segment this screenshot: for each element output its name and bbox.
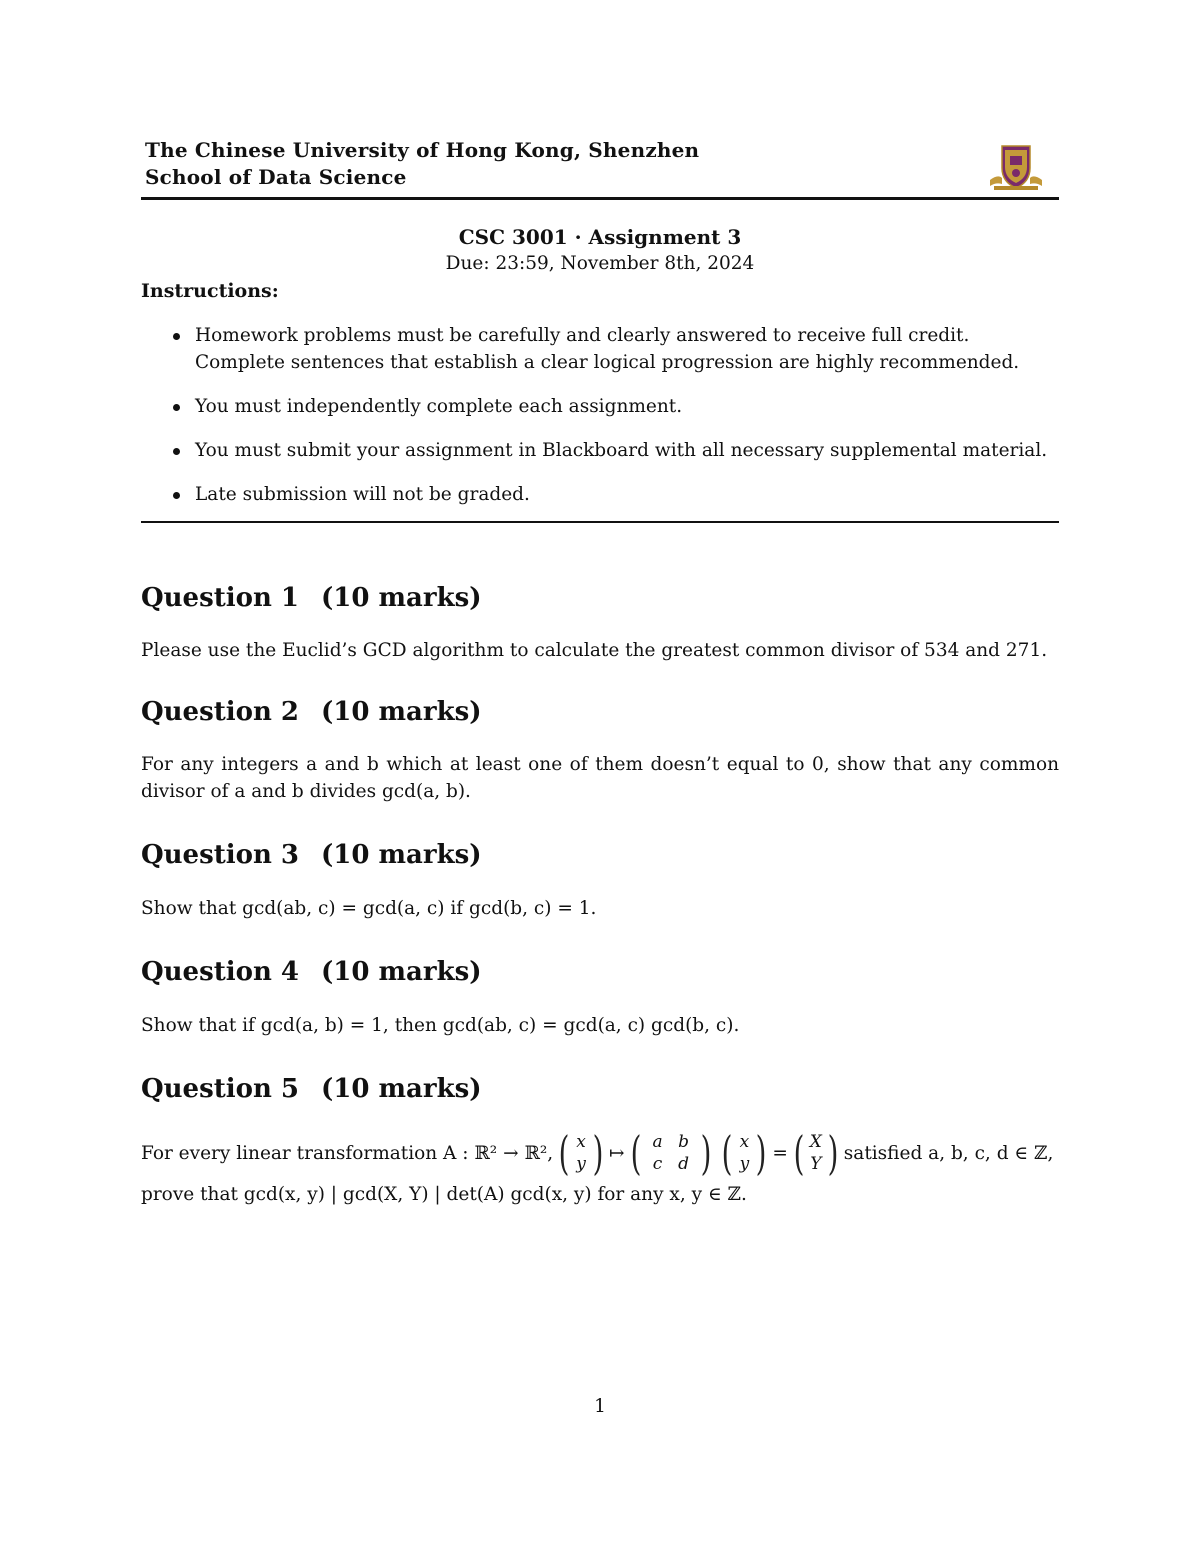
list-item: Homework problems must be carefully and clearly answered to receive full credit. Complete sentences that establish a clear logical progression are highly recommended. — [173, 322, 1059, 376]
instructions-list — [173, 322, 1059, 525]
equals-symbol: = — [772, 1142, 788, 1164]
assignment-title: CSC 3001 · Assignment 3 — [458, 225, 742, 249]
list-item: You must independently complete each assignment. — [173, 393, 1059, 420]
vector-xy: ( x y ) — [558, 1126, 604, 1180]
question-1-body: Please use the Euclid’s GCD algorithm to calculate the greatest common divisor of 534 and 271. — [141, 640, 1048, 661]
question-5-body-line1: For every linear transformation A : ℝ² → ℝ², ( x y ) ↦ ( a b c d ) ( x y ) = ( X Y ) satisfied a, b, c, d ∈ ℤ, — [141, 1126, 1054, 1180]
list-item: Late submission will not be graded. — [173, 481, 1059, 508]
vector-xy-2: ( x y ) — [722, 1126, 767, 1180]
question-3-title: Question 3 (10 marks) — [141, 840, 482, 870]
question-4-title: Question 4 (10 marks) — [141, 957, 482, 987]
maps-to-symbol: ↦ — [609, 1142, 625, 1164]
matrix-abcd: ( a b c d ) — [630, 1126, 711, 1180]
header-rule — [141, 197, 1059, 200]
page-number: 1 — [594, 1396, 606, 1417]
bullet-icon — [173, 333, 180, 340]
question-4-body: Show that if gcd(a, b) = 1, then gcd(ab, c) = gcd(a, c) gcd(b, c). — [141, 1015, 740, 1036]
school-name: School of Data Science — [145, 165, 407, 189]
instructions-label: Instructions: — [141, 280, 279, 302]
question-2-body: For any integers a and b which at least one of them doesn’t equal to 0, show that any common divisor of a and b divides gcd(a, b). — [141, 754, 1059, 802]
bullet-icon — [173, 448, 180, 455]
question-5-body-line2: prove that gcd(x, y) | gcd(X, Y) | det(A) gcd(x, y) for any x, y ∈ ℤ. — [141, 1184, 747, 1205]
university-name: The Chinese University of Hong Kong, Shenzhen — [145, 138, 700, 162]
due-date: Due: 23:59, November 8th, 2024 — [445, 253, 755, 274]
question-2-title: Question 2 (10 marks) — [141, 697, 482, 727]
instructions-rule — [141, 521, 1059, 523]
question-1-title: Question 1 (10 marks) — [141, 583, 482, 613]
bullet-icon — [173, 404, 180, 411]
list-item: You must submit your assignment in Blackboard with all necessary supplemental material. — [173, 437, 1059, 464]
question-3-body: Show that gcd(ab, c) = gcd(a, c) if gcd(b, c) = 1. — [141, 898, 597, 919]
university-crest-icon — [988, 142, 1044, 192]
vector-XY: ( X Y ) — [793, 1126, 839, 1180]
bullet-icon — [173, 492, 180, 499]
question-5-title: Question 5 (10 marks) — [141, 1074, 482, 1104]
